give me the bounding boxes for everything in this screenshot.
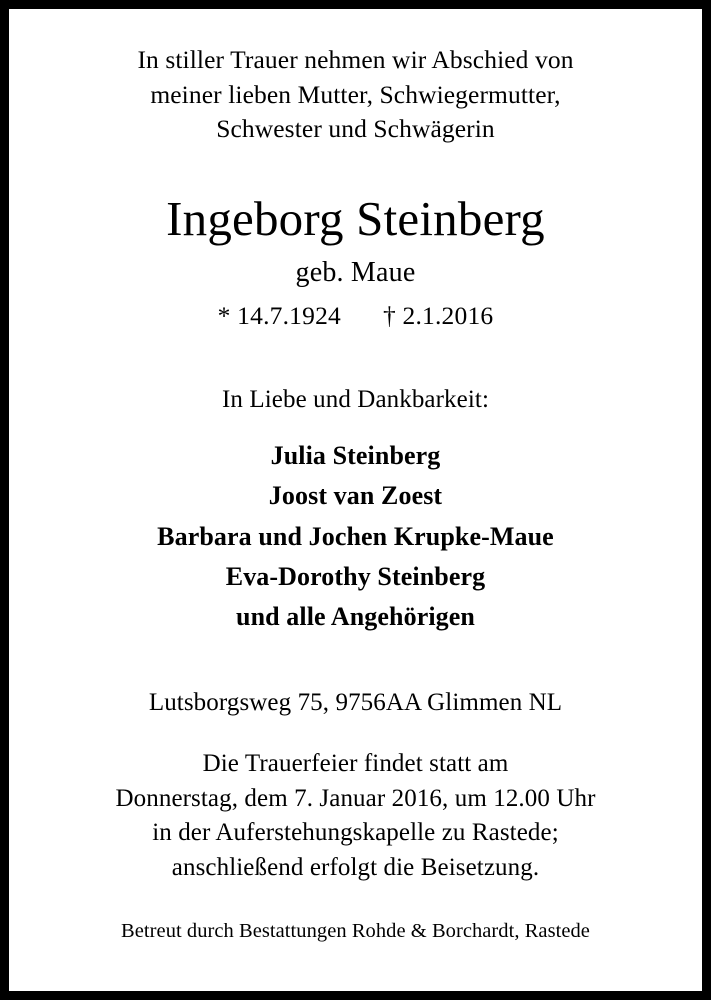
survivor-line: Julia Steinberg	[270, 440, 441, 470]
survivor-line: und alle Angehörigen	[236, 602, 475, 632]
survivors-list	[157, 436, 554, 637]
ceremony-line-4: anschließend erfolgt die Beisetzung.	[171, 853, 540, 881]
intro-text	[137, 43, 573, 147]
dedication-text: In Liebe und Dankbarkeit:	[222, 385, 489, 413]
intro-line-2: meiner lieben Mutter, Schwiegermutter,	[150, 79, 561, 109]
birth-date: * 14.7.1924	[217, 300, 341, 330]
ceremony-line-2: Donnerstag, dem 7. Januar 2016, um 12.00 Uhr	[115, 784, 596, 812]
name-block	[166, 193, 545, 331]
ceremony-line-1: Die Trauerfeier findet statt am	[202, 750, 509, 778]
obituary-card	[9, 9, 702, 991]
intro-line-3: Schwester und Schwägerin	[216, 114, 495, 144]
ceremony-details	[115, 747, 595, 885]
deceased-name: Ingeborg Steinberg	[166, 191, 545, 247]
survivor-line: Joost van Zoest	[268, 481, 443, 511]
survivor-line: Barbara und Jochen Krupke-Maue	[157, 521, 554, 551]
address-text: Lutsborgsweg 75, 9756AA Glimmen NL	[148, 689, 563, 717]
ceremony-line-3: in der Auferstehungskapelle zu Rastede;	[152, 819, 559, 847]
funeral-home-credit: Betreut durch Bestattungen Rohde & Borchardt, Rastede	[121, 920, 590, 943]
death-date: † 2.1.2016	[382, 300, 494, 330]
maiden-name: geb. Maue	[295, 256, 416, 288]
life-dates	[166, 301, 545, 331]
survivor-line: Eva-Dorothy Steinberg	[225, 561, 486, 591]
intro-line-1: In stiller Trauer nehmen wir Abschied von	[137, 45, 574, 74]
